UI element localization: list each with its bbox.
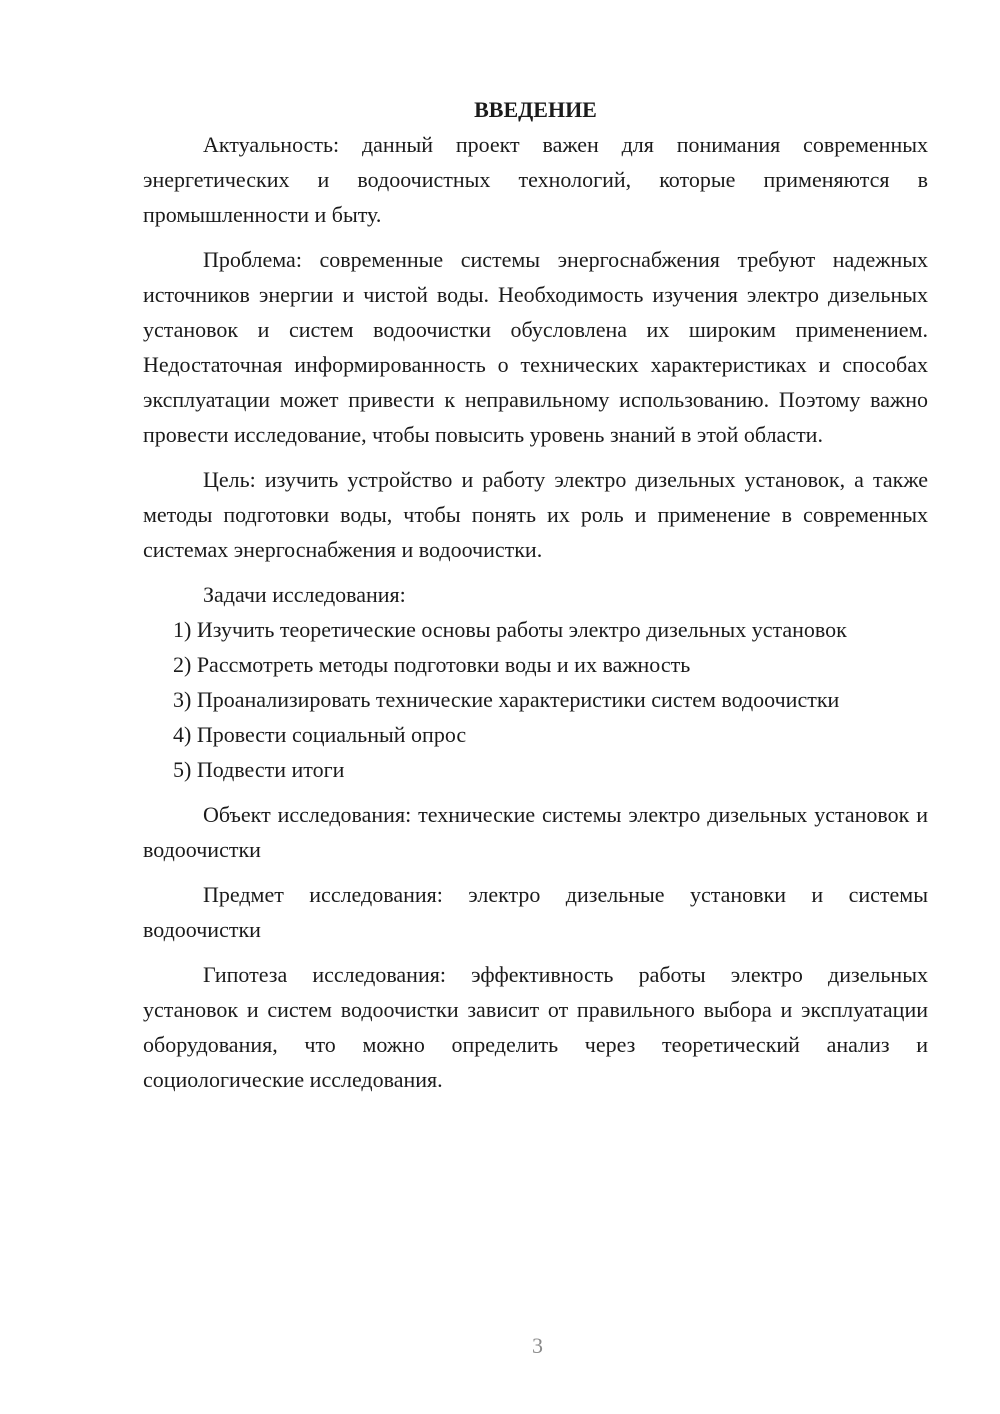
document-body bbox=[143, 92, 928, 1097]
subject-paragraph: Предмет исследования: электро дизельные установки и системы водоочистки bbox=[143, 882, 928, 942]
task-item-2: 2) Рассмотреть методы подготовки воды и их важность bbox=[173, 652, 691, 677]
problem-paragraph: Проблема: современные системы энергоснабжения требуют надежных источников энергии и чистой воды. Необходимость изучения электро дизельных установок и систем водоочистки обусловлена их широким применением. Недостаточная информированность о технических характеристиках и способах эксплуатации может привести к неправильному использованию. Поэтому важно провести исследование, чтобы повысить уровень знаний в этой области. bbox=[143, 247, 928, 447]
hypothesis-paragraph: Гипотеза исследования: эффективность работы электро дизельных установок и систем водоочистки зависит от правильного выбора и эксплуатации оборудования, что можно определить через теоретический анализ и социологические исследования. bbox=[143, 962, 928, 1092]
object-paragraph: Объект исследования: технические системы электро дизельных установок и водоочистки bbox=[143, 802, 928, 862]
task-item-5: 5) Подвести итоги bbox=[173, 757, 345, 782]
goal-paragraph: Цель: изучить устройство и работу электро дизельных установок, а также методы подготовки воды, чтобы понять их роль и применение в современных системах энергоснабжения и водоочистки. bbox=[143, 467, 928, 562]
section-heading: ВВЕДЕНИЕ bbox=[474, 97, 597, 122]
task-item-1: 1) Изучить теоретические основы работы электро дизельных установок bbox=[173, 617, 847, 642]
tasks-title: Задачи исследования: bbox=[203, 582, 406, 607]
task-item-4: 4) Провести социальный опрос bbox=[173, 722, 467, 747]
relevance-paragraph: Актуальность: данный проект важен для понимания современных энергетических и водоочистных технологий, которые применяются в промышленности и быту. bbox=[143, 132, 928, 227]
task-item-3: 3) Проанализировать технические характеристики систем водоочистки bbox=[173, 687, 840, 712]
page-number: 3 bbox=[532, 1333, 543, 1358]
